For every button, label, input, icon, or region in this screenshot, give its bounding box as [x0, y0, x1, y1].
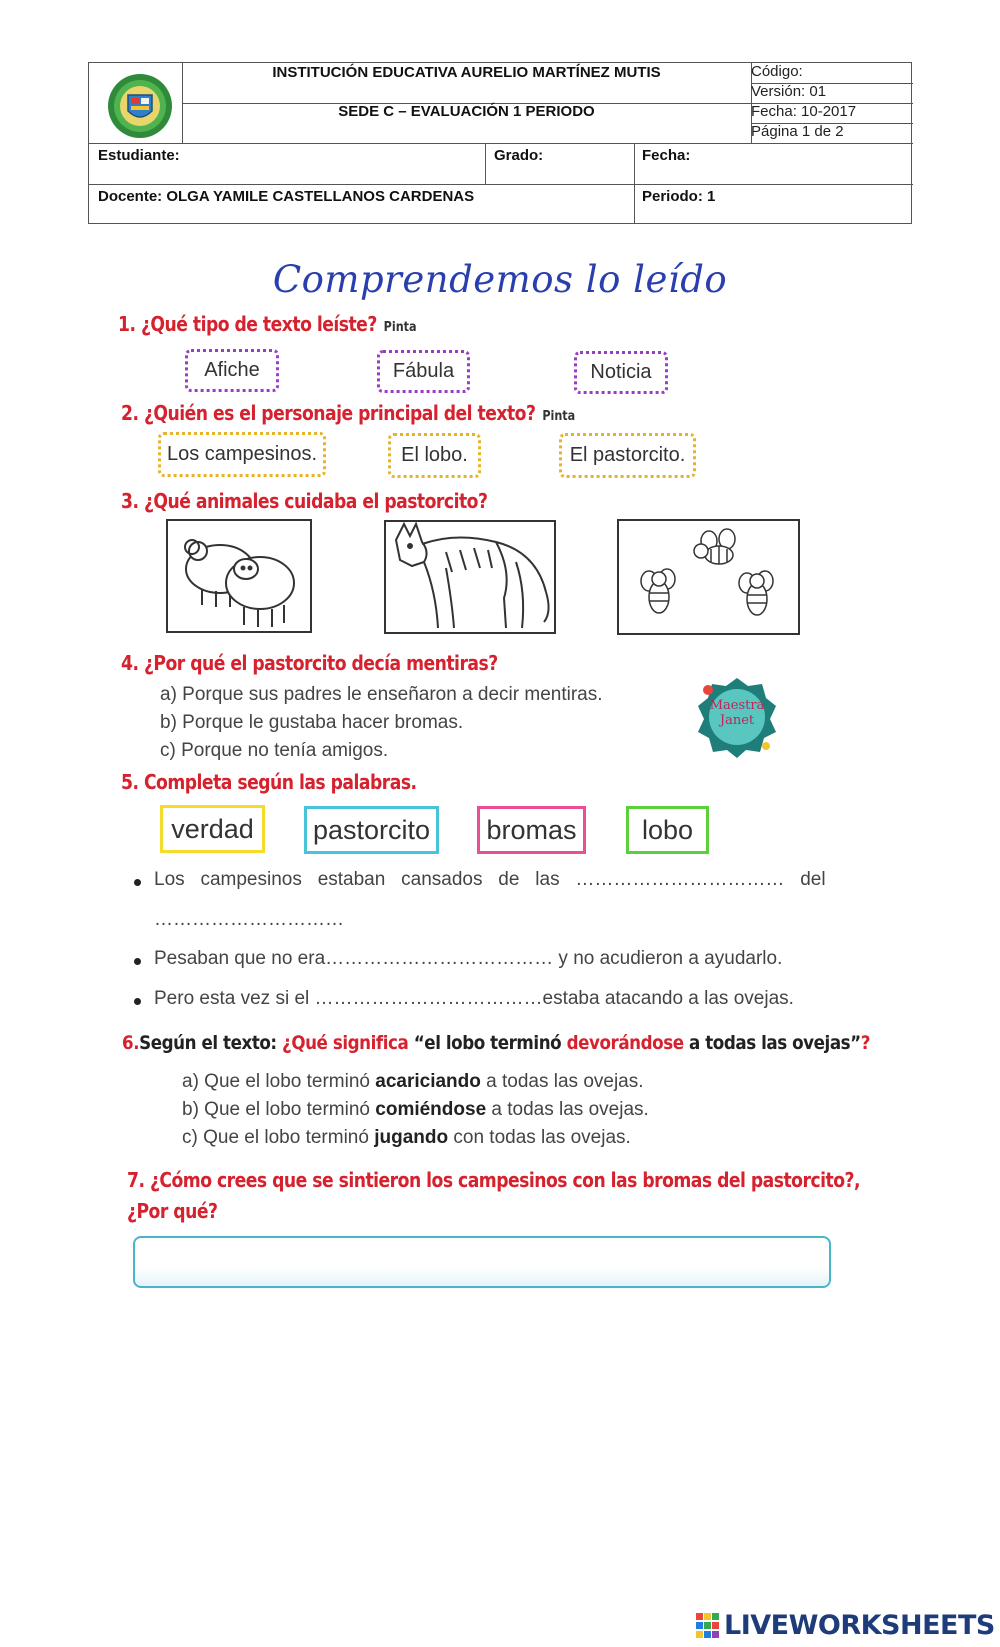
header-table [88, 62, 912, 224]
fecha-doc-label: Fecha: 10-2017 [751, 103, 857, 120]
question-2-text: 2. ¿Quién es el personaje principal del texto? [121, 401, 536, 425]
bullet [134, 998, 141, 1005]
q4-option-a[interactable]: a) Porque sus padres le enseñaron a decir mentiras. [160, 684, 603, 705]
q6-option-b-text: b) Que el lobo terminó [182, 1099, 376, 1120]
q6-option-b-end: a todas las ovejas. [486, 1099, 649, 1120]
q6-option-a-bold: acariciando [375, 1071, 481, 1092]
q1-option-afiche[interactable]: Afiche [185, 349, 279, 392]
word-pastorcito[interactable]: pastorcito [304, 806, 439, 854]
bullet [134, 879, 141, 886]
q4-option-c[interactable]: c) Porque no tenía amigos. [160, 740, 389, 761]
question-6 [122, 1032, 870, 1054]
school-logo [107, 73, 173, 139]
sede-title: SEDE C – EVALUACIÓN 1 PERIODO [338, 103, 595, 120]
badge-line-2: Janet [719, 713, 755, 728]
page-title: Comprendemos lo leído [272, 258, 728, 301]
institution-name: INSTITUCIÓN EDUCATIVA AURELIO MARTÍNEZ MUTIS [272, 64, 661, 81]
q6-option-a-end: a todas las ovejas. [480, 1071, 644, 1092]
periodo-label: Periodo: 1 [642, 188, 716, 205]
q6-option-c-bold: jugando [374, 1127, 449, 1148]
question-3: 3. ¿Qué animales cuidaba el pastorcito? [121, 489, 488, 513]
question-5: 5. Completa según las palabras. [121, 770, 417, 794]
pinta-hint: Pinta [542, 409, 576, 424]
bee-icon [619, 521, 798, 633]
q2-option-pastorcito[interactable]: El pastorcito. [559, 433, 696, 478]
question-6-segun: Según el texto: [139, 1032, 277, 1054]
q7-answer-box[interactable] [133, 1236, 831, 1288]
sheep-icon [168, 521, 310, 631]
question-6-qmark: ? [860, 1032, 870, 1054]
wolf-image[interactable] [384, 520, 556, 634]
docente-label: Docente: OLGA YAMILE CASTELLANOS CARDENAS [98, 188, 475, 205]
question-6-quote-open: “el lobo terminó [413, 1032, 567, 1054]
fecha-field[interactable]: Fecha: [642, 147, 691, 164]
question-6-number: 6. [122, 1032, 140, 1054]
q2-option-lobo[interactable]: El lobo. [388, 433, 481, 478]
q6-option-c-text: c) Que el lobo terminó [182, 1127, 375, 1148]
question-4: 4. ¿Por qué el pastorcito decía mentiras? [121, 651, 498, 675]
q4-option-b[interactable]: b) Porque le gustaba hacer bromas. [160, 712, 464, 733]
badge-line-1: Maestra [709, 698, 765, 713]
liveworksheets-brand [696, 1610, 995, 1641]
version-label: Versión: 01 [751, 83, 827, 100]
q6-option-c-end: con todas las ovejas. [448, 1127, 631, 1148]
fill-sentence-1[interactable]: Los campesinos estaban cansados de las …………………………… del [154, 869, 826, 890]
sheep-image[interactable] [166, 519, 312, 633]
pagina-label: Página 1 de 2 [751, 123, 844, 140]
grado-field[interactable]: Grado: [494, 147, 544, 164]
maestra-janet-badge [696, 676, 778, 758]
question-6-pregunta: ¿Qué significa [276, 1032, 414, 1054]
q1-option-noticia[interactable]: Noticia [574, 351, 668, 394]
bullet [134, 958, 141, 965]
word-lobo[interactable]: lobo [626, 806, 709, 854]
q6-option-b-bold: comiéndose [375, 1099, 487, 1120]
q6-option-a-text: a) Que el lobo terminó [182, 1071, 376, 1092]
liveworksheets-text: LIVEWORKSHEETS [724, 1610, 995, 1641]
fill-sentence-3[interactable]: Pero esta vez si el ………………………………estaba atacando a las ovejas. [154, 988, 794, 1009]
divider [89, 143, 913, 144]
question-1-text: 1. ¿Qué tipo de texto leíste? [118, 312, 377, 336]
estudiante-field[interactable]: Estudiante: [98, 147, 180, 164]
word-verdad[interactable]: verdad [160, 805, 265, 853]
fill-sentence-1-cont[interactable]: ………………………… [154, 909, 344, 930]
question-1 [118, 312, 417, 336]
word-bromas[interactable]: bromas [477, 806, 586, 854]
question-7-line-2: ¿Por qué? [127, 1199, 218, 1223]
q6-option-c[interactable] [182, 1127, 631, 1149]
q6-option-b[interactable] [182, 1099, 649, 1121]
wolf-icon [386, 522, 554, 632]
question-6-quote-close: a todas las ovejas” [683, 1032, 861, 1054]
divider [89, 184, 913, 185]
pinta-hint: Pinta [383, 320, 417, 335]
codigo-label: Código: [751, 63, 803, 80]
question-2 [121, 401, 575, 425]
bees-image[interactable] [617, 519, 800, 635]
question-6-quote-red: devorándose [566, 1032, 684, 1054]
q2-option-campesinos[interactable]: Los campesinos. [158, 432, 326, 477]
liveworksheets-logo-icon [696, 1613, 720, 1639]
question-7-line-1: 7. ¿Cómo crees que se sintieron los campesinos con las bromas del pastorcito?, [127, 1168, 861, 1192]
q6-option-a[interactable] [182, 1071, 644, 1093]
q1-option-fabula[interactable]: Fábula [377, 350, 470, 393]
fill-sentence-2[interactable]: Pesaban que no era……………………………… y no acudieron a ayudarlo. [154, 948, 783, 969]
divider [485, 143, 486, 184]
